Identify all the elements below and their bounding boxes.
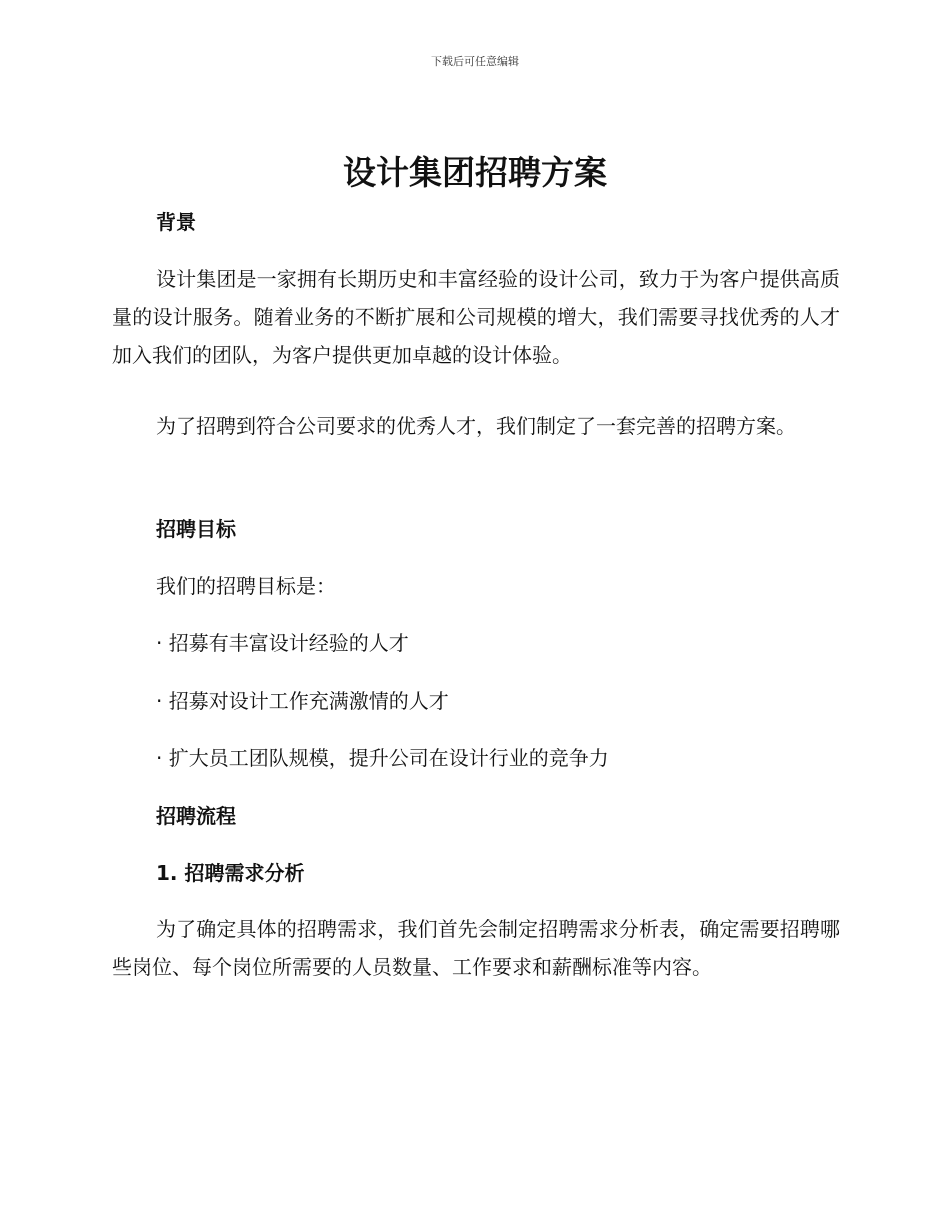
goals-intro: 我们的招聘目标是： — [156, 574, 336, 598]
goal-item-1: · 招募有丰富设计经验的人才 — [156, 631, 409, 655]
step1-paragraph: 为了确定具体的招聘需求，我们首先会制定招聘需求分析表，确定需要招聘哪些岗位、每个岗位所需要的人员数量、工作要求和薪酬标准等内容。 — [112, 917, 840, 979]
goal-item-3: · 扩大员工团队规模，提升公司在设计行业的竞争力 — [156, 746, 609, 770]
page-header-note: 下载后可任意编辑 — [431, 55, 519, 68]
step-heading-demand-analysis: 1. 招聘需求分析 — [156, 861, 305, 885]
document-title: 设计集团招聘方案 — [343, 153, 607, 192]
section-heading-goals: 招聘目标 — [156, 517, 236, 541]
background-paragraph-2: 为了招聘到符合公司要求的优秀人才，我们制定了一套完善的招聘方案。 — [156, 414, 796, 438]
section-heading-process: 招聘流程 — [156, 804, 236, 828]
background-paragraph-1: 设计集团是一家拥有长期历史和丰富经验的设计公司，致力于为客户提供高质量的设计服务。随着业务的不断扩展和公司规模的增大，我们需要寻找优秀的人才加入我们的团队，为客户提供更加卓越的设计体验。 — [112, 267, 840, 367]
goal-item-2: · 招募对设计工作充满激情的人才 — [156, 689, 449, 713]
section-heading-background: 背景 — [156, 210, 196, 234]
